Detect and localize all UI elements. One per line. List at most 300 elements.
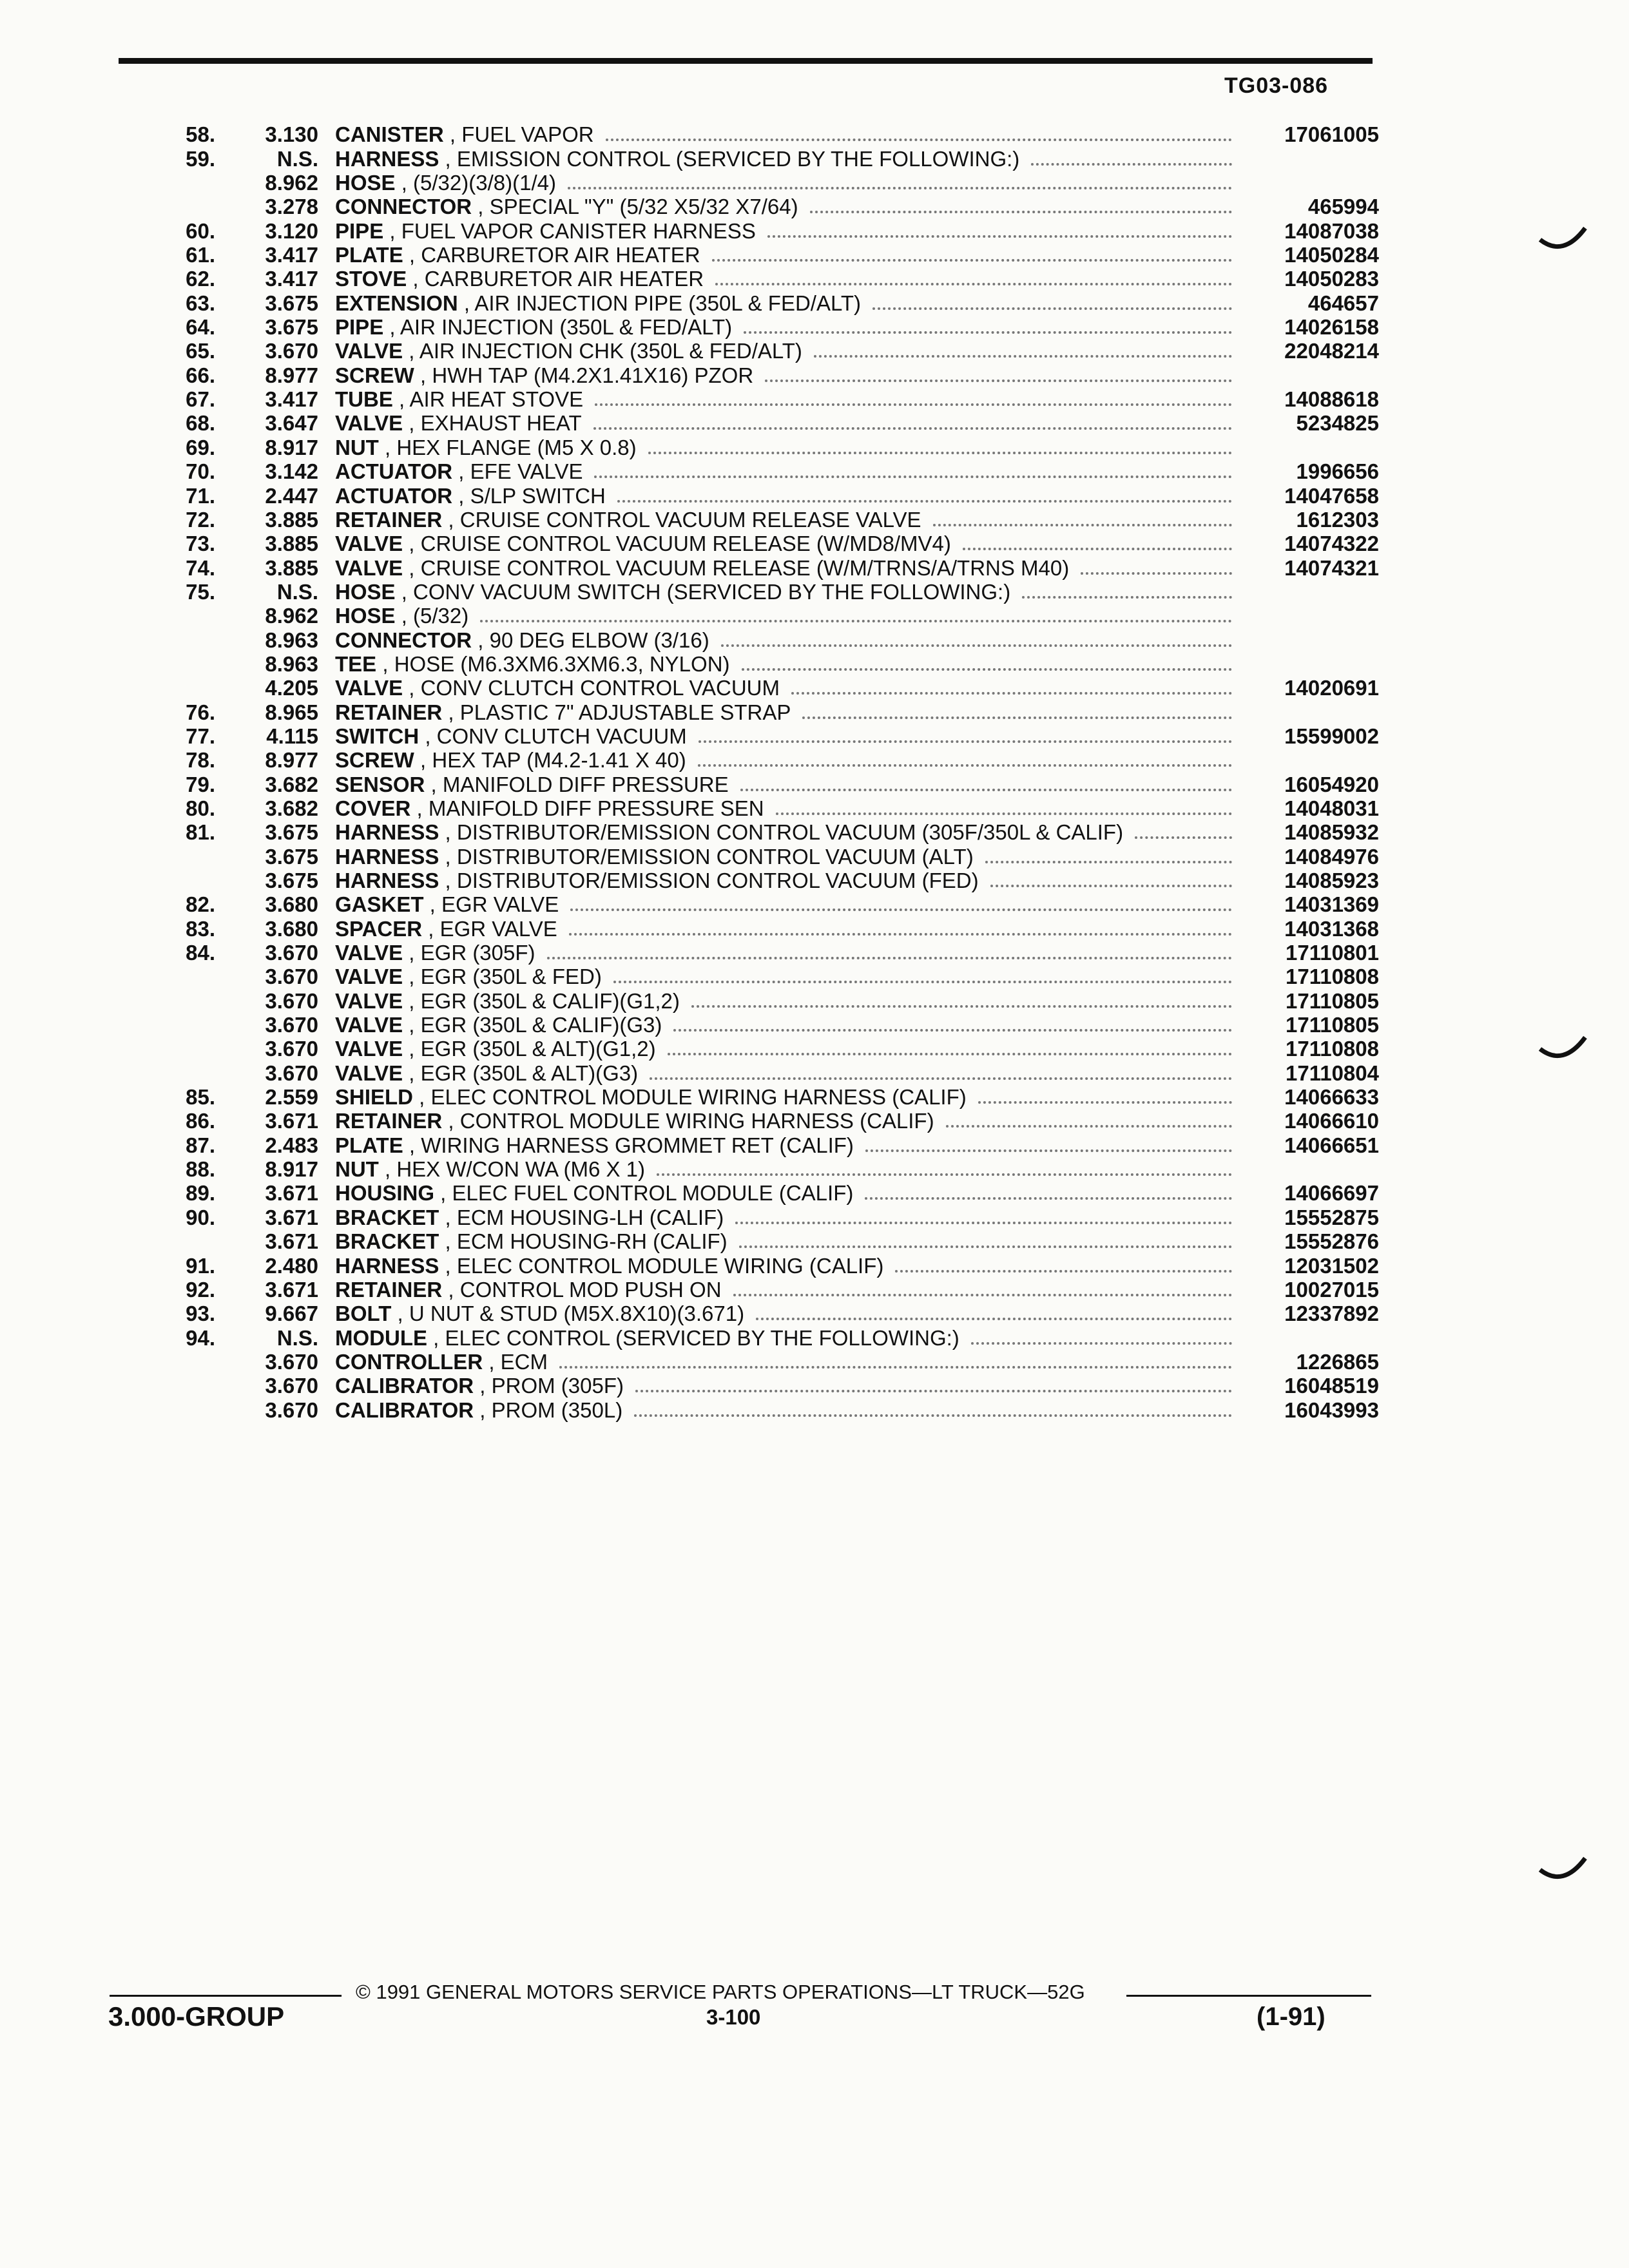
part-description [335, 1061, 638, 1085]
part-detail: HEX W/CON WA (M6 X 1) [396, 1157, 645, 1182]
part-row [97, 676, 1379, 700]
name-separator: , [378, 1157, 397, 1182]
dot-leader [634, 1412, 1232, 1417]
part-detail: EGR (350L & CALIF)(G1,2) [420, 988, 680, 1013]
dot-leader [865, 1195, 1232, 1200]
dot-leader [791, 689, 1232, 695]
name-separator: , [423, 892, 442, 917]
group-number: 8.962 [265, 171, 318, 195]
name-separator: , [443, 122, 462, 147]
part-number: 1612303 [1296, 507, 1379, 532]
part-row [97, 916, 1379, 940]
ref-number: 76. [186, 700, 215, 724]
name-separator: , [442, 1277, 460, 1302]
dot-leader [570, 906, 1232, 911]
part-row [97, 483, 1379, 507]
part-name: VALVE [335, 676, 403, 700]
name-separator: , [413, 1085, 431, 1110]
ref-number: 81. [186, 820, 215, 845]
part-row [97, 339, 1379, 363]
part-name: COVER [335, 796, 411, 820]
ref-number: 92. [186, 1277, 215, 1302]
group-number: 3.675 [265, 315, 318, 340]
group-number: 3.670 [265, 1349, 318, 1374]
part-detail: ECM HOUSING-RH (CALIF) [456, 1229, 728, 1254]
group-number: 3.671 [265, 1277, 318, 1302]
part-name: CONNECTOR [335, 195, 472, 219]
group-number: 3.142 [265, 459, 318, 484]
part-name: STOVE [335, 267, 407, 291]
part-number: 14048031 [1284, 796, 1379, 820]
name-separator: , [472, 628, 490, 652]
part-detail: CRUISE CONTROL VACUUM RELEASE (W/MD8/MV4) [420, 532, 951, 556]
dot-leader [963, 545, 1232, 550]
name-separator: , [403, 965, 421, 989]
part-row [97, 1253, 1379, 1277]
part-description [335, 892, 559, 916]
dot-leader [593, 425, 1232, 430]
part-name: SWITCH [335, 724, 419, 748]
dot-leader [1031, 160, 1232, 166]
part-row [97, 1350, 1379, 1374]
part-name: BRACKET [335, 1229, 439, 1254]
part-description [335, 748, 686, 772]
name-separator: , [403, 532, 421, 556]
part-number: 12031502 [1284, 1253, 1379, 1278]
part-description [335, 508, 921, 532]
name-separator: , [403, 1061, 421, 1085]
part-detail: EGR (350L & ALT)(G1,2) [420, 1037, 656, 1061]
part-detail: ELEC FUEL CONTROL MODULE (CALIF) [452, 1181, 854, 1206]
part-name: SHIELD [335, 1085, 414, 1110]
dot-leader [946, 1122, 1232, 1128]
part-description [335, 989, 680, 1013]
ref-number: 62. [186, 267, 215, 291]
part-name: BOLT [335, 1302, 392, 1326]
part-name: ACTUATOR [335, 459, 453, 484]
part-detail: PLASTIC 7" ADJUSTABLE STRAP [459, 700, 791, 724]
part-detail: (5/32)(3/8)(1/4) [413, 171, 556, 195]
group-number: 8.962 [265, 604, 318, 628]
part-name: CONNECTOR [335, 628, 472, 652]
ref-number: 69. [186, 435, 215, 459]
group-number: 9.667 [265, 1302, 318, 1326]
part-name: RETAINER [335, 1277, 443, 1302]
ref-number: 73. [186, 532, 215, 556]
ref-number: 87. [186, 1133, 215, 1157]
parts-list [97, 122, 1379, 1422]
part-number: 17061005 [1284, 122, 1379, 147]
dot-leader [595, 401, 1232, 406]
group-number: 8.917 [265, 435, 318, 459]
ref-number: 77. [186, 724, 215, 748]
part-name: HARNESS [335, 869, 439, 892]
part-name: SENSOR [335, 772, 425, 796]
part-description [335, 941, 535, 965]
part-row [97, 941, 1379, 965]
part-name: VALVE [335, 1061, 403, 1085]
part-number: 15552875 [1284, 1205, 1379, 1229]
part-description [335, 604, 468, 628]
part-detail: AIR INJECTION (350L & FED/ALT) [400, 315, 733, 340]
part-name: RETAINER [335, 700, 443, 724]
part-description [335, 676, 780, 700]
part-detail: PROM (305F) [491, 1374, 624, 1398]
part-number: 14020691 [1284, 676, 1379, 700]
group-number: 3.671 [265, 1109, 318, 1133]
part-number: 1226865 [1296, 1349, 1379, 1374]
part-number: 14031369 [1284, 892, 1379, 917]
part-name: RETAINER [335, 507, 443, 532]
part-description [335, 1278, 722, 1302]
part-detail: EGR (305F) [420, 941, 535, 965]
name-separator: , [439, 869, 457, 892]
part-detail: FUEL VAPOR CANISTER HARNESS [401, 218, 756, 243]
ref-number: 79. [186, 772, 215, 796]
part-detail: ECM HOUSING-LH (CALIF) [456, 1205, 724, 1229]
part-number: 17110804 [1285, 1061, 1379, 1085]
dot-leader [657, 1171, 1232, 1176]
part-row [97, 1013, 1379, 1037]
part-row [97, 1398, 1379, 1421]
header-rule [119, 58, 1373, 64]
part-name: PIPE [335, 315, 384, 340]
name-separator: , [410, 796, 429, 820]
part-description [335, 1254, 883, 1278]
group-number: 3.670 [265, 965, 318, 989]
group-number: 8.917 [265, 1157, 318, 1182]
dot-leader [742, 666, 1232, 671]
part-description [335, 387, 583, 411]
dot-leader [978, 1099, 1232, 1104]
part-number: 17110805 [1285, 988, 1379, 1013]
part-number: 16054920 [1284, 772, 1379, 796]
group-number: 3.671 [265, 1229, 318, 1254]
part-description [335, 1350, 548, 1374]
dot-leader [776, 810, 1232, 815]
part-number: 14084976 [1284, 844, 1379, 869]
part-detail: ELEC CONTROL MODULE WIRING HARNESS (CALIF) [430, 1085, 967, 1110]
part-description [335, 773, 729, 796]
part-row [97, 508, 1379, 532]
part-name: CANISTER [335, 122, 444, 147]
part-detail: U NUT & STUD (M5X.8X10)(3.671) [409, 1302, 745, 1326]
part-description [335, 315, 732, 339]
part-number: 14050283 [1284, 267, 1379, 291]
dot-leader [668, 1050, 1232, 1055]
group-number: 3.680 [265, 892, 318, 917]
part-number: 17110808 [1285, 965, 1379, 989]
part-description [335, 724, 687, 748]
group-number: 3.417 [265, 243, 318, 267]
part-description [335, 1302, 744, 1325]
ref-number: 83. [186, 916, 215, 941]
part-detail: AIR HEAT STOVE [409, 387, 584, 412]
part-number: 17110801 [1285, 941, 1379, 965]
name-separator: , [439, 146, 457, 171]
part-detail: 90 DEG ELBOW (3/16) [489, 628, 709, 652]
part-detail: EGR (350L & ALT)(G3) [420, 1061, 639, 1085]
part-detail: EGR VALVE [439, 916, 557, 941]
part-number: 14031368 [1284, 916, 1379, 941]
dot-leader [1081, 570, 1232, 575]
part-description [335, 1037, 656, 1061]
part-name: GASKET [335, 892, 424, 917]
part-detail: HEX TAP (M4.2-1.41 X 40) [432, 748, 686, 773]
name-separator: , [403, 1133, 421, 1157]
name-separator: , [391, 1302, 409, 1326]
ref-number: 85. [186, 1085, 215, 1110]
part-name: VALVE [335, 941, 403, 965]
part-description [335, 363, 753, 387]
name-separator: , [422, 916, 440, 941]
dot-leader [735, 1219, 1232, 1224]
dot-leader [480, 617, 1232, 622]
dot-leader [635, 1387, 1232, 1392]
part-name: ACTUATOR [335, 483, 453, 508]
part-row [97, 146, 1379, 170]
part-row [97, 1205, 1379, 1229]
part-row [97, 1109, 1379, 1133]
part-row [97, 387, 1379, 411]
dot-leader [802, 714, 1232, 719]
dot-leader [691, 1003, 1232, 1008]
name-separator: , [427, 1325, 445, 1350]
name-separator: , [403, 1013, 421, 1037]
part-detail: CONTROL MODULE WIRING HARNESS (CALIF) [459, 1109, 934, 1133]
part-number: 14074322 [1284, 532, 1379, 556]
part-row [97, 1325, 1379, 1349]
name-separator: , [407, 267, 425, 291]
dot-leader [721, 642, 1232, 647]
dot-leader [650, 1075, 1232, 1080]
part-number: 14066610 [1284, 1109, 1379, 1133]
part-description [335, 700, 791, 724]
dot-leader [712, 256, 1232, 262]
part-row [97, 892, 1379, 916]
part-name: VALVE [335, 339, 403, 363]
part-number: 1996656 [1296, 459, 1379, 484]
group-number: 3.675 [265, 291, 318, 315]
group-number: 2.483 [265, 1133, 318, 1157]
group-number: 4.115 [266, 724, 318, 748]
dot-leader [767, 233, 1232, 238]
part-row [97, 1181, 1379, 1205]
part-number: 14087038 [1284, 218, 1379, 243]
part-row [97, 772, 1379, 796]
part-description [335, 484, 606, 508]
name-separator: , [434, 1181, 452, 1206]
group-number: N.S. [276, 146, 318, 171]
part-detail: HOSE (M6.3XM6.3XM6.3, NYLON) [394, 651, 730, 676]
part-description [335, 1109, 934, 1133]
part-name: PLATE [335, 243, 403, 267]
part-description [335, 1013, 662, 1037]
name-separator: , [439, 844, 457, 869]
dot-leader [613, 978, 1232, 983]
part-row [97, 652, 1379, 676]
part-number: 14088618 [1284, 387, 1379, 412]
group-number: 3.130 [265, 122, 318, 147]
group-number: 3.670 [265, 988, 318, 1013]
part-description [335, 1229, 728, 1253]
part-name: HOUSING [335, 1181, 435, 1206]
part-row [97, 291, 1379, 314]
part-name: SCREW [335, 748, 414, 773]
part-row [97, 218, 1379, 242]
part-number: 16043993 [1284, 1398, 1379, 1422]
name-separator: , [474, 1374, 492, 1398]
ref-number: 90. [186, 1205, 215, 1229]
part-name: VALVE [335, 1013, 403, 1037]
part-row [97, 1133, 1379, 1157]
part-description [335, 917, 557, 941]
group-number: 8.963 [265, 628, 318, 652]
part-name: SPACER [335, 916, 423, 941]
group-number: 2.480 [265, 1253, 318, 1278]
name-separator: , [439, 1205, 457, 1229]
part-row [97, 724, 1379, 748]
group-number: 3.680 [265, 916, 318, 941]
part-name: EXTENSION [335, 291, 458, 315]
dot-leader [739, 1243, 1232, 1248]
part-name: HARNESS [335, 820, 439, 845]
part-name: PIPE [335, 218, 384, 243]
part-number: 14026158 [1284, 315, 1379, 340]
part-description [335, 219, 756, 243]
part-detail: CARBURETOR AIR HEATER [421, 243, 700, 267]
group-number: 2.447 [265, 483, 318, 508]
name-separator: , [403, 555, 421, 580]
part-detail: CONTROL MOD PUSH ON [459, 1277, 722, 1302]
part-number: 14050284 [1284, 243, 1379, 267]
ref-number: 94. [186, 1325, 215, 1350]
dot-leader [814, 352, 1232, 358]
part-number: 14085932 [1284, 820, 1379, 845]
name-separator: , [458, 291, 475, 315]
part-row [97, 435, 1379, 459]
part-number: 10027015 [1284, 1277, 1379, 1302]
part-name: VALVE [335, 988, 403, 1013]
part-detail: CRUISE CONTROL VACUUM RELEASE VALVE [459, 507, 921, 532]
part-description [335, 580, 1010, 604]
part-number: 14066633 [1284, 1085, 1379, 1110]
part-number: 17110808 [1285, 1037, 1379, 1061]
part-name: VALVE [335, 555, 403, 580]
group-number: 3.682 [265, 796, 318, 820]
part-description [335, 339, 802, 363]
part-name: VALVE [335, 532, 403, 556]
part-row [97, 363, 1379, 387]
part-detail: WIRING HARNESS GROMMET RET (CALIF) [421, 1133, 854, 1157]
part-description [335, 171, 556, 195]
dot-leader [865, 1147, 1232, 1152]
part-detail: EGR VALVE [441, 892, 559, 917]
name-separator: , [414, 363, 432, 387]
ref-number: 78. [186, 748, 215, 773]
part-description [335, 147, 1019, 171]
dot-leader [698, 762, 1232, 767]
part-row [97, 700, 1379, 724]
part-name: SCREW [335, 363, 414, 387]
part-row [97, 1374, 1379, 1398]
name-separator: , [474, 1398, 492, 1422]
part-description [335, 1157, 645, 1181]
dot-leader [765, 377, 1232, 382]
footer-group-label: 3.000-GROUP [108, 2001, 285, 2032]
part-name: CALIBRATOR [335, 1398, 474, 1422]
part-name: TUBE [335, 387, 393, 412]
dot-leader [756, 1315, 1232, 1320]
part-detail: (5/32) [413, 604, 469, 628]
part-name: VALVE [335, 1037, 403, 1061]
dot-leader [740, 786, 1232, 791]
group-number: 3.417 [265, 267, 318, 291]
dot-leader [617, 497, 1232, 503]
part-detail: EGR (350L & FED) [420, 965, 602, 989]
part-number: 14085923 [1284, 869, 1379, 892]
part-row [97, 122, 1379, 146]
footer-rule-right [1126, 1995, 1371, 1997]
part-row [97, 965, 1379, 988]
name-separator: , [378, 435, 397, 459]
dot-leader [715, 280, 1232, 285]
ref-number: 58. [186, 122, 215, 147]
group-number: N.S. [276, 1325, 318, 1350]
part-description [335, 1206, 724, 1229]
group-number: 3.670 [265, 941, 318, 965]
ref-number: 86. [186, 1109, 215, 1133]
group-number: 3.885 [265, 507, 318, 532]
group-number: 2.559 [265, 1085, 318, 1110]
part-number: 5234825 [1296, 411, 1379, 436]
name-separator: , [483, 1349, 501, 1374]
group-number: 3.682 [265, 772, 318, 796]
group-number: 3.670 [265, 1013, 318, 1037]
binder-hole-mark [1537, 1856, 1589, 1894]
part-description [335, 796, 764, 820]
copyright-line: © 1991 GENERAL MOTORS SERVICE PARTS OPERATIONS—LT TRUCK—52G [356, 1981, 1085, 2003]
part-detail: EGR (350L & CALIF)(G3) [420, 1013, 662, 1037]
name-separator: , [403, 411, 421, 436]
part-row [97, 267, 1379, 291]
part-detail: CONV CLUTCH CONTROL VACUUM [420, 676, 780, 700]
part-number: 15599002 [1284, 724, 1379, 748]
part-name: HARNESS [335, 1253, 439, 1278]
dot-leader [569, 930, 1232, 936]
part-row [97, 820, 1379, 844]
part-name: CALIBRATOR [335, 1374, 474, 1398]
dot-leader [559, 1363, 1232, 1369]
part-detail: CRUISE CONTROL VACUUM RELEASE (W/M/TRNS/A/TRNS M40) [420, 555, 1070, 580]
footer-rule-left [110, 1995, 342, 1997]
part-detail: CARBURETOR AIR HEATER [424, 267, 704, 291]
part-row [97, 1037, 1379, 1061]
dot-leader [648, 449, 1232, 454]
name-separator: , [395, 604, 414, 628]
part-name: RETAINER [335, 1109, 443, 1133]
part-detail: DISTRIBUTOR/EMISSION CONTROL VACUUM (ALT) [456, 844, 974, 869]
part-detail: AIR INJECTION PIPE (350L & FED/ALT) [474, 291, 862, 315]
group-number: 3.278 [265, 195, 318, 219]
group-number: 8.977 [265, 748, 318, 773]
name-separator: , [452, 483, 470, 508]
part-description [335, 1398, 622, 1422]
part-detail: PROM (350L) [491, 1398, 623, 1422]
ref-number: 67. [186, 387, 215, 412]
part-number: 14074321 [1284, 555, 1379, 580]
part-row [97, 555, 1379, 579]
